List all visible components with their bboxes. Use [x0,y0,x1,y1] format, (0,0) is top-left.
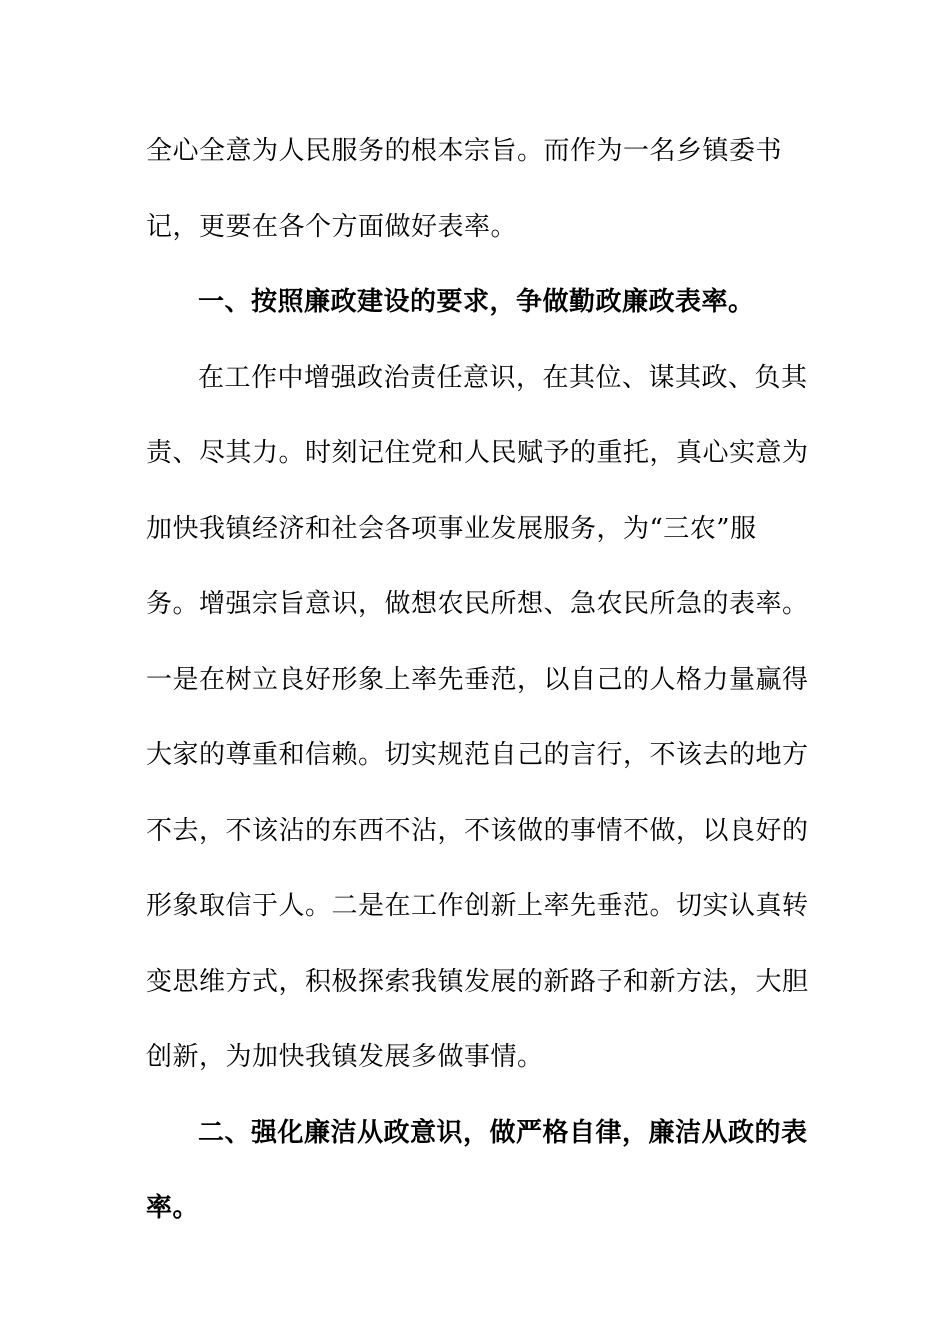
section-heading-2: 二、强化廉洁从政意识，做严格自律，廉洁从政的表 [198,1117,808,1148]
section-heading-2-continuation: 率。 [146,1193,200,1223]
paragraph-start-line: 在工作中增强政治责任意识，在其位、谋其政、负其 [198,362,808,393]
text-line-12: 变思维方式，积极探索我镇发展的新路子和新方法，大胆 [146,966,809,997]
text-line-5: 责、尽其力。时刻记住党和人民赋予的重托，真心实意为 [146,438,809,468]
text-line-9: 大家的尊重和信赖。切实规范自己的言行，不该去的地方 [146,740,809,770]
text-line-10: 不去，不该沾的东西不沾，不该做的事情不做，以良好的 [146,815,809,846]
text-line-2: 记，更要在各个方面做好表率。 [146,211,518,242]
document-body [146,114,809,1247]
text-line-8: 一是在树立良好形象上率先垂范，以自己的人格力量赢得 [146,664,809,695]
section-heading-1: 一、按照廉政建设的要求，争做勤政廉政表率。 [198,287,755,317]
text-line-7: 务。增强宗旨意识，做想农民所想、急农民所急的表率。 [146,589,809,619]
text-line-11: 形象取信于人。二是在工作创新上率先垂范。切实认真转 [146,891,809,921]
text-line-1: 全心全意为人民服务的根本宗旨。而作为一名乡镇委书 [146,136,783,166]
text-line-13: 创新，为加快我镇发展多做事情。 [146,1042,544,1072]
text-line-6: 加快我镇经济和社会各项事业发展服务，为“三农”服 [146,513,757,544]
